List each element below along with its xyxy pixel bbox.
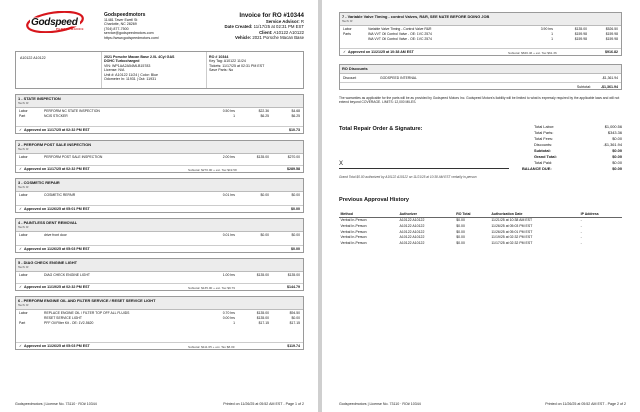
history-date: 11/26/25 at 05:03 PM EST bbox=[491, 223, 533, 228]
shop-website[interactable]: https://www.godspeedmotors.com/ bbox=[104, 35, 159, 40]
line-rate: $135.00 bbox=[574, 27, 587, 32]
section-subtotal: Subtotal: $846.46 + est. Tax $61.36 bbox=[508, 50, 557, 55]
history-authorizer: A10122 A10122 bbox=[399, 229, 425, 234]
invoice-page-2 bbox=[322, 0, 640, 412]
section-total: $289.58 bbox=[287, 167, 300, 172]
signature-x: X bbox=[339, 161, 344, 167]
section-title: 7 - Variable Valve Timing - control Valves, R&R, SEE NATE BEFORE DOING JOB bbox=[342, 14, 490, 20]
line-rate: $0.00 bbox=[260, 233, 269, 238]
line-qty: 1 bbox=[551, 32, 553, 37]
line-amount: $526.50 bbox=[605, 27, 618, 32]
info-vehicle bbox=[104, 55, 174, 82]
info-vehicle-line: License: N/A bbox=[104, 68, 125, 73]
line-rate: $17.15 bbox=[258, 321, 269, 326]
info-vehicle-line: Unit #: A10122 11/24 | Color: Blue bbox=[104, 72, 159, 77]
approval-check-icon: ✓ bbox=[19, 207, 23, 212]
line-type: Labor bbox=[19, 311, 28, 316]
line-qty: 2.00 hrs bbox=[222, 155, 235, 160]
approval-text: Approved on 11/21/25 at 10:38 AM EST bbox=[348, 50, 414, 55]
total-labor-value: $1,000.56 bbox=[604, 124, 622, 129]
section-tech: Tech: R bbox=[18, 303, 29, 308]
info-ro-line: RO # 10344 bbox=[209, 55, 229, 59]
line-rate: $6.25 bbox=[260, 114, 269, 119]
total-parts-value: $343.36 bbox=[607, 130, 622, 136]
info-vehicle-line: DOHC Turbocharged bbox=[104, 59, 140, 64]
service-section bbox=[15, 94, 304, 134]
history-method: Verbal In-Person bbox=[340, 229, 367, 234]
line-rate: $135.00 bbox=[256, 316, 269, 321]
line-desc: INA VVT Oil Control Valve - OE: 1VC 2574 bbox=[368, 32, 432, 37]
section-total: $10.73 bbox=[289, 128, 300, 133]
advisor-label: Service Advisor: bbox=[265, 19, 300, 24]
client-value: A10122 A10122 bbox=[273, 29, 304, 35]
section-approval-bar bbox=[16, 205, 303, 213]
col-ip: IP Address bbox=[579, 211, 622, 217]
total-fees-value: $0.00 bbox=[612, 136, 622, 142]
line-desc: PERFORM POST SALE INSPECTION bbox=[44, 155, 103, 160]
line-type: Labor bbox=[343, 27, 352, 32]
logo-text: Godspeed bbox=[31, 16, 78, 28]
history-authorizer: A10122 A10122 bbox=[399, 240, 425, 245]
section-approval-bar bbox=[16, 283, 303, 291]
line-amount: $159.98 bbox=[605, 32, 618, 37]
shop-phone: (704) 877-7500 bbox=[104, 26, 129, 31]
total-parts-label: Total Parts: bbox=[534, 130, 554, 136]
line-desc: REPLACE ENGINE OIL / FILTER TOP OFF ALL FLUIDS bbox=[44, 311, 130, 316]
section-total: $916.82 bbox=[605, 50, 618, 55]
line-rate: $135.00 bbox=[256, 155, 269, 160]
history-ip: - bbox=[580, 235, 582, 240]
line-desc: RESET SERVICE LIGHT bbox=[44, 316, 82, 321]
line-qty: 1 bbox=[551, 37, 553, 42]
footer-left: Godspeedmotors | License No. 73110 · RO# 10344 bbox=[339, 402, 421, 406]
line-type: Part bbox=[19, 321, 26, 326]
line-item-row bbox=[16, 114, 303, 119]
history-ro-total: $0.00 bbox=[456, 235, 465, 240]
col-authorizer: Authorizer bbox=[398, 211, 455, 217]
service-section bbox=[15, 178, 304, 213]
date-value: 11/17/25 at 02:31 PM EST bbox=[253, 24, 304, 30]
history-method: Verbal In-Person bbox=[340, 235, 367, 240]
approval-check-icon: ✓ bbox=[19, 167, 23, 172]
line-qty: 0.01 hrs bbox=[222, 233, 235, 238]
info-vehicle-line: Odometer In: 11931 | Out: 11931 bbox=[104, 77, 157, 82]
discounts-label: Discounts: bbox=[534, 142, 553, 148]
line-amount: $159.98 bbox=[605, 37, 618, 42]
section-title: 3 - COSMETIC REPAIR bbox=[18, 180, 60, 186]
approval-check-icon: ✓ bbox=[19, 247, 23, 252]
history-heading: Previous Approval History bbox=[339, 197, 410, 203]
line-amount: $4.68 bbox=[291, 109, 300, 114]
line-desc: drive front door bbox=[44, 233, 67, 238]
approval-history-table bbox=[339, 211, 622, 246]
totals-table bbox=[522, 124, 622, 172]
section-title: 4 - PAINTLESS DENT REMOVAL bbox=[18, 220, 78, 226]
history-method: Verbal In-Person bbox=[340, 218, 367, 223]
section-approval-bar bbox=[16, 245, 303, 253]
logo-subtext: PERFORMANCE bbox=[56, 27, 84, 31]
line-type: Parts bbox=[343, 32, 351, 37]
approval-text: Approved on 11/26/25 at 05:03 PM EST bbox=[24, 247, 90, 252]
history-ip: - bbox=[580, 229, 582, 234]
discount-value: -$1,361.94 bbox=[601, 75, 618, 80]
section-approval-bar bbox=[16, 165, 303, 173]
line-type: Labor bbox=[19, 109, 28, 114]
line-desc: DIAG CHECK ENGINE LIGHT bbox=[44, 273, 90, 278]
section-tech: Tech: R bbox=[18, 101, 29, 106]
service-section bbox=[15, 258, 304, 291]
total-fees-label: Total Fees: bbox=[534, 136, 554, 142]
section-total: $144.79 bbox=[287, 285, 300, 290]
warranty-text: The warranties as applicable for the parts will be as provided by Godspeed Motors Inc. Godspeed Motors's liability will be limited to what is expressly required by the applicable laws and will not extend beyond COVERAGE. LIMITS: 12,000 MILES. bbox=[339, 96, 620, 105]
history-method: Verbal In-Person bbox=[340, 240, 367, 245]
total-labor-label: Total Labor: bbox=[534, 124, 555, 129]
footer-left: Godspeedmotors | License No. 73110 · RO# 10344 bbox=[15, 402, 97, 406]
discounts-value: -$1,361.94 bbox=[603, 142, 622, 148]
godspeed-logo bbox=[26, 11, 84, 33]
line-desc: PFF Oil Filter Kit - OE: 1V2-5620 bbox=[44, 321, 94, 326]
section-tech: Tech: R bbox=[18, 225, 29, 230]
history-row bbox=[339, 240, 622, 246]
col-ro-total: RO Total bbox=[455, 211, 490, 217]
line-desc: PERFORM NC STATE INSPECTION bbox=[44, 109, 100, 114]
line-qty: 1 bbox=[233, 321, 235, 326]
approval-text: Approved on 11/17/25 at 02:32 PM EST bbox=[24, 128, 90, 133]
vehicle-info-box bbox=[15, 51, 304, 89]
subtotal-value: $0.00 bbox=[612, 148, 622, 154]
discount-subtotal-label: Subtotal: bbox=[576, 84, 591, 89]
vehicle-label: Vehicle: bbox=[234, 35, 252, 41]
advisor-value: R bbox=[300, 19, 304, 24]
total-paid-label: Total Paid: bbox=[534, 160, 553, 166]
service-section bbox=[15, 296, 304, 350]
service-section-7 bbox=[339, 12, 622, 56]
history-ip: - bbox=[580, 240, 582, 245]
line-rate: $135.00 bbox=[256, 273, 269, 278]
line-desc: INA VVT Oil Control Valve - OE: 1VC 2574 bbox=[368, 37, 432, 42]
history-date: 11/21/25 at 10:38 AM EST bbox=[491, 218, 533, 223]
section-subtotal: Subtotal: $111.65 + est. Tax $8.09 bbox=[188, 344, 235, 349]
shop-email[interactable]: service@godspeedmotors.com bbox=[104, 31, 154, 36]
approval-text: Approved on 11/19/25 at 02:32 PM EST bbox=[24, 285, 90, 290]
section-tech: Tech: R bbox=[342, 19, 353, 24]
section-subtotal: Subtotal: $270.00 + est. Tax $19.58 bbox=[188, 167, 237, 172]
total-paid-value: $0.00 bbox=[612, 160, 622, 166]
history-authorizer: A10122 A10122 bbox=[399, 218, 425, 223]
footer-right: Printed on 11/26/25 at 05:52 AM EST - Page 2 of 2 bbox=[545, 402, 626, 406]
section-subtotal: Subtotal: $135.00 + est. Tax $9.79 bbox=[188, 285, 235, 290]
line-qty: 0.01 hrs bbox=[222, 193, 235, 198]
discount-subtotal-bar bbox=[340, 82, 621, 89]
line-item-row bbox=[16, 273, 303, 278]
shop-address-2: Charlotte, NC 28269 bbox=[104, 22, 137, 27]
history-ro-total: $0.00 bbox=[456, 229, 465, 234]
section-tech: Tech: R bbox=[18, 265, 29, 270]
section-title: 6 - PERFORM ENGINE OIL AND FILTER SERVICE / RESET SERVICE LIGHT bbox=[18, 298, 156, 304]
info-ro-line: Key Tag: A10122 11/24 bbox=[209, 59, 246, 64]
line-type: Part bbox=[19, 114, 26, 119]
service-section bbox=[15, 140, 304, 173]
grand-total-value: $0.00 bbox=[612, 154, 622, 160]
line-amount: $0.00 bbox=[291, 316, 300, 321]
info-vehicle-line: VIN: WP1AA2A54MLB15783 bbox=[104, 63, 151, 68]
line-amount: $0.00 bbox=[291, 193, 300, 198]
line-item-row bbox=[16, 155, 303, 160]
line-amount: $135.00 bbox=[287, 273, 300, 278]
history-ro-total: $0.00 bbox=[456, 240, 465, 245]
history-method: Verbal In-Person bbox=[340, 223, 367, 228]
line-qty: 1.00 hrs bbox=[222, 273, 235, 278]
totals-heading: Total Repair Order & Signature: bbox=[339, 126, 423, 132]
history-authorizer: A10122 A10122 bbox=[399, 235, 425, 240]
section-tech: Tech: R bbox=[18, 147, 29, 152]
line-amount: $17.15 bbox=[289, 321, 300, 326]
signature-note: Grand Total $0.00 authorized by A10122 A10122 on 11/21/25 at 10:38 AM EST verbally in-person bbox=[339, 175, 477, 179]
discount-subtotal-value: -$1,361.94 bbox=[600, 84, 618, 89]
shop-address-1: 11481 Taver Ewell St bbox=[104, 18, 138, 22]
balance-due-label: BALANCE DUE: bbox=[522, 166, 552, 172]
line-item-row bbox=[16, 193, 303, 198]
line-type: Labor bbox=[19, 193, 28, 198]
discount-label: Discount bbox=[343, 75, 357, 80]
history-ip: - bbox=[580, 223, 582, 228]
line-amount: $94.50 bbox=[289, 311, 300, 316]
col-method: Method bbox=[339, 211, 398, 217]
line-item-row bbox=[16, 321, 303, 326]
history-ro-total: $0.00 bbox=[456, 218, 465, 223]
info-client: A10122 A10122 bbox=[20, 56, 46, 60]
line-desc: NCIS STICKER bbox=[44, 114, 68, 119]
signature-line[interactable] bbox=[339, 168, 509, 169]
line-rate: $22.36 bbox=[258, 109, 269, 114]
line-amount: $270.00 bbox=[287, 155, 300, 160]
line-rate: $159.98 bbox=[574, 37, 587, 42]
approval-text: Approved on 11/26/25 at 05:01 PM EST bbox=[24, 207, 90, 212]
date-label: Date Created: bbox=[224, 24, 253, 30]
line-desc: COSMETIC REPAIR bbox=[44, 193, 76, 198]
line-type: Labor bbox=[19, 273, 28, 278]
section-tech: Tech: R bbox=[18, 185, 29, 190]
history-date: 11/19/25 at 02:32 PM EST bbox=[491, 235, 533, 240]
line-type: Labor bbox=[19, 155, 28, 160]
info-vehicle-line: 2021 Porsche Macan Base 2.0L 4Cyl GAS bbox=[104, 55, 175, 59]
history-date: 11/17/25 at 02:32 PM EST bbox=[491, 240, 533, 245]
subtotal-label: Subtotal: bbox=[534, 148, 551, 154]
line-qty: 0.00 hrs bbox=[222, 316, 235, 321]
ro-discounts bbox=[339, 64, 622, 90]
line-desc: Variable Valve Timing - Control Valve R&R bbox=[368, 27, 432, 32]
shop-name: Godspeedmotors bbox=[104, 12, 146, 18]
client-label: Client: bbox=[259, 29, 273, 35]
history-date: 11/26/25 at 05:01 PM EST bbox=[491, 229, 533, 234]
invoice-title: Invoice for RO #10344 bbox=[239, 12, 304, 19]
approval-check-icon: ✓ bbox=[19, 128, 23, 133]
line-rate: $135.00 bbox=[256, 311, 269, 316]
grand-total-label: Grand Total: bbox=[534, 154, 557, 160]
service-section bbox=[15, 218, 304, 253]
line-qty: 0.50 hrs bbox=[222, 109, 235, 114]
discounts-title: RO Discounts bbox=[342, 66, 368, 72]
section-title: 2 - PERFORM POST SALE INSPECTION bbox=[18, 142, 92, 148]
line-item-row bbox=[16, 233, 303, 238]
section-title: 5 - DIAG CHECK ENGINE LIGHT bbox=[18, 260, 78, 266]
history-ip: - bbox=[580, 218, 582, 223]
history-authorizer: A10122 A10122 bbox=[399, 223, 425, 228]
approval-check-icon: ✓ bbox=[343, 50, 347, 55]
line-type: Labor bbox=[19, 233, 28, 238]
info-ro-line: Tickets: 11/17/25 at 02:31 PM EST bbox=[209, 63, 265, 68]
section-title: 1 - STATE INSPECTION bbox=[18, 96, 61, 102]
info-ro bbox=[209, 55, 264, 73]
line-rate: $0.00 bbox=[260, 193, 269, 198]
discount-desc: GODSPEED INTERNAL bbox=[380, 75, 417, 80]
balance-due-value: $0.00 bbox=[612, 166, 622, 172]
line-rate: $159.98 bbox=[574, 32, 587, 37]
section-total: $0.00 bbox=[291, 207, 300, 212]
section-approval-bar bbox=[340, 48, 621, 56]
invoice-page-1 bbox=[0, 0, 318, 412]
approval-check-icon: ✓ bbox=[19, 285, 23, 290]
shop-info bbox=[104, 12, 159, 40]
line-amount: $6.25 bbox=[291, 114, 300, 119]
line-item-row bbox=[340, 37, 621, 42]
line-qty: 1 bbox=[233, 114, 235, 119]
line-amount: $0.00 bbox=[291, 233, 300, 238]
col-auth-date: Authorization Date bbox=[490, 211, 579, 217]
section-total: $119.74 bbox=[287, 344, 300, 349]
history-ro-total: $0.00 bbox=[456, 223, 465, 228]
approval-text: Approved on 11/26/25 at 05:03 PM EST bbox=[24, 344, 90, 349]
footer-right: Printed on 11/26/25 at 05:52 AM EST - Page 1 of 2 bbox=[223, 402, 304, 406]
info-ro-line: Save Parts: No bbox=[209, 68, 234, 73]
line-qty: 0.70 hrs bbox=[222, 311, 235, 316]
approval-check-icon: ✓ bbox=[19, 344, 23, 349]
invoice-header bbox=[154, 12, 304, 40]
section-approval-bar bbox=[16, 126, 303, 134]
section-total: $0.00 bbox=[291, 247, 300, 252]
line-qty: 3.90 hrs bbox=[540, 27, 553, 32]
approval-text: Approved on 11/17/25 at 02:32 PM EST bbox=[24, 167, 90, 172]
vehicle-value: 2021 Porsche Macan Base bbox=[252, 35, 304, 41]
section-approval-bar bbox=[16, 342, 303, 350]
